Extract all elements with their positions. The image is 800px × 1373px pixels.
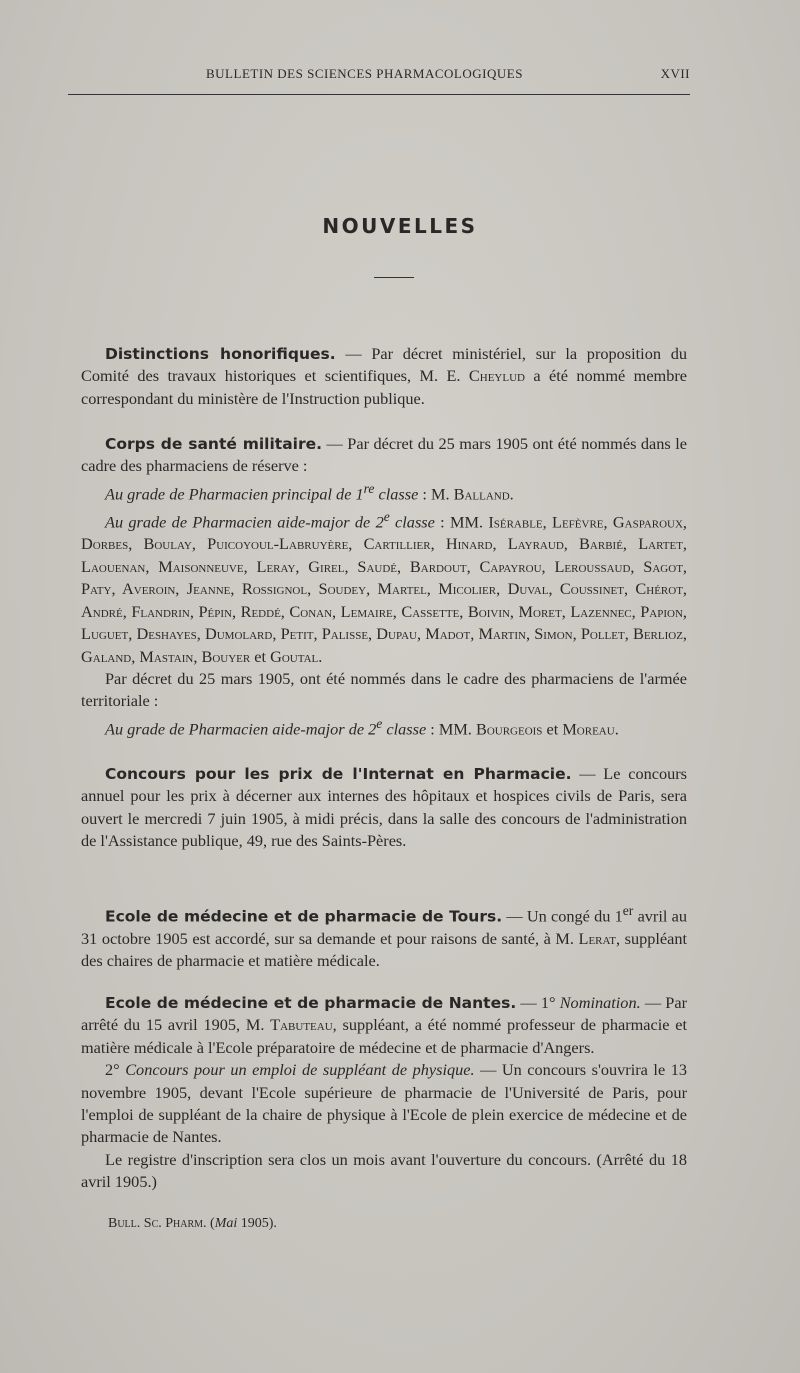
- grade-2-names: Isérable, Lefèvre, Gasparoux, Dorbes, Boulay, Puicoyoul-Labruyère, Cartillier, Hinard, Layraud, Barbié, Lartet, Laouenan, Maisonneuve, Leray, Girel, Saudé, Bardout, Capayrou, Leroussaud, Sagot, Paty, Averoin, Jeanne, Rossignol, Soudey, Martel, Micolier, Duval, Coussinet, Chérot, André, Flandrin, Pépin, Reddé, Conan, Lemaire, Cassette, Boivin, Moret, Lazennec, Papion, Luguet, Deshayes, Dumolard, Petit, Palisse, Dupau, Madot, Martin, Simon, Pollet, Berlioz, Galand, Mastain, Bouyer: [81, 512, 688, 666]
- nantes-concours-text: — Un concours s'ouvrira le 13 novembre 1905, devant l'Ecole supérieure de pharmacie de l'Université de Paris, pour l'emploi de suppléant de la chaire de physique à l'Ecole de plein exercice de médecine et de pharmacie de Nantes.: [81, 1060, 687, 1147]
- nantes-text-2: , suppléant, a été nommé professeur de pharmacie et matière médicale à l'Ecole préparatoire de médecine et de pharmacie d'Angers.: [81, 1015, 687, 1057]
- grade-2-text: : MM.: [434, 512, 489, 532]
- concours-block: [81, 763, 687, 853]
- distinctions-text-end: a été nommé membre correspondant du ministère de l'Instruction publique.: [81, 366, 687, 408]
- distinctions-paragraph: [81, 343, 687, 410]
- tours-text-1: — Un congé du 1: [502, 906, 623, 926]
- nantes-nomination: [81, 992, 687, 1059]
- corps-intro: [81, 433, 687, 478]
- grade-2-sup: e: [383, 508, 390, 524]
- grade-1-name: Balland.: [453, 484, 514, 504]
- corps-grade-1: [81, 478, 687, 506]
- grade-1-sup: re: [363, 480, 375, 496]
- grade-2-label: Au grade de Pharmacien aide-major de 2: [105, 512, 384, 532]
- nantes-name: Tabuteau: [270, 1015, 333, 1035]
- tours-name: Lerat: [578, 928, 616, 948]
- grade-3-et: et: [542, 719, 563, 739]
- distinctions-name: Cheylud: [468, 366, 525, 386]
- footer-journal: Bull. Sc. Pharm.: [108, 1216, 207, 1231]
- grade-2-last-name: Goutal.: [270, 646, 323, 666]
- corps-intro-text: — Par décret du 25 mars 1905 ont été nommés dans le cadre des pharmaciens de réserve :: [81, 434, 687, 476]
- tours-text-2: avril au 31 octobre 1905 est accordé, sur sa demande et pour raisons de santé, à M.: [81, 906, 688, 948]
- footer-year: 1905).: [237, 1216, 277, 1231]
- tours-text-3: , suppléant des chaires de pharmacie et matière médicale.: [81, 928, 688, 971]
- distinctions-heading: Distinctions honorifiques.: [105, 345, 336, 363]
- header-rule: [68, 94, 690, 95]
- nantes-text-1: — Par arrêté du 15 avril 1905, M.: [81, 993, 687, 1035]
- grade-3-name-1: Bourgeois: [475, 719, 543, 739]
- nantes-block: [81, 992, 687, 1194]
- distinctions-text: — Par décret ministériel, sur la proposition du Comité des travaux historiques et scientifiques, M. E.: [81, 344, 687, 386]
- nantes-num-2: 2°: [105, 1060, 126, 1080]
- corps-heading: Corps de santé militaire.: [105, 435, 323, 453]
- grade-2-label-end: classe: [389, 512, 435, 532]
- title-rule: [374, 277, 414, 278]
- tours-block: [81, 900, 687, 973]
- tours-sup: er: [622, 903, 634, 918]
- distinctions-block: [81, 343, 687, 410]
- footer-month: Mai: [214, 1216, 238, 1231]
- concours-text: — Le concours annuel pour les prix à décerner aux internes des hôpitaux et hospices civils de Paris, sera ouvert le mercredi 7 juin 1905, à midi précis, dans la salle des concours de l'administration de l'Assistance publique, 49, rue des Saints-Pères.: [81, 764, 688, 851]
- nantes-registre: Le registre d'inscription sera clos un mois avant l'ouverture du concours. (Arrêté du 18 avril 1905.): [81, 1149, 687, 1192]
- corps-territorial: Par décret du 25 mars 1905, ont été nommés dans le cadre des pharmaciens de l'armée territoriale :: [81, 668, 687, 711]
- nantes-nomination-label: Nomination.: [559, 993, 641, 1012]
- grade-3-sup: e: [376, 715, 383, 731]
- corps-grade-2: [81, 506, 687, 668]
- nantes-heading: Ecole de médecine et de pharmacie de Nantes.: [105, 994, 517, 1012]
- grade-1-label: Au grade de Pharmacien principal de 1: [105, 484, 364, 504]
- corps-grade-3: [81, 713, 687, 741]
- concours-heading: Concours pour les prix de l'Internat en Pharmacie.: [105, 765, 572, 783]
- grade-3-text: : MM.: [426, 719, 476, 739]
- footer-paren: (: [206, 1216, 215, 1231]
- tours-paragraph: [81, 900, 687, 973]
- journal-title: BULLETIN DES SCIENCES PHARMACOLOGIQUES: [206, 66, 523, 81]
- nantes-num-1: — 1°: [516, 993, 560, 1012]
- nantes-concours-label: Concours pour un emploi de suppléant de physique.: [125, 1060, 475, 1080]
- corps-block: [81, 433, 687, 741]
- concours-paragraph: [81, 763, 687, 853]
- grade-3-label: Au grade de Pharmacien aide-major de 2: [105, 719, 377, 739]
- grade-3-name-2: Moreau.: [562, 719, 619, 739]
- grade-1-text: : M.: [418, 484, 454, 504]
- page-number: XVII: [660, 66, 690, 81]
- grade-1-label-end: classe: [374, 484, 419, 504]
- grade-2-et: et: [250, 646, 271, 666]
- nantes-concours: [81, 1059, 687, 1149]
- tours-heading: Ecole de médecine et de pharmacie de Tours.: [105, 907, 503, 926]
- section-title: NOUVELLES: [322, 214, 478, 238]
- grade-3-label-end: classe: [382, 719, 427, 739]
- footer-signature: [108, 1216, 277, 1232]
